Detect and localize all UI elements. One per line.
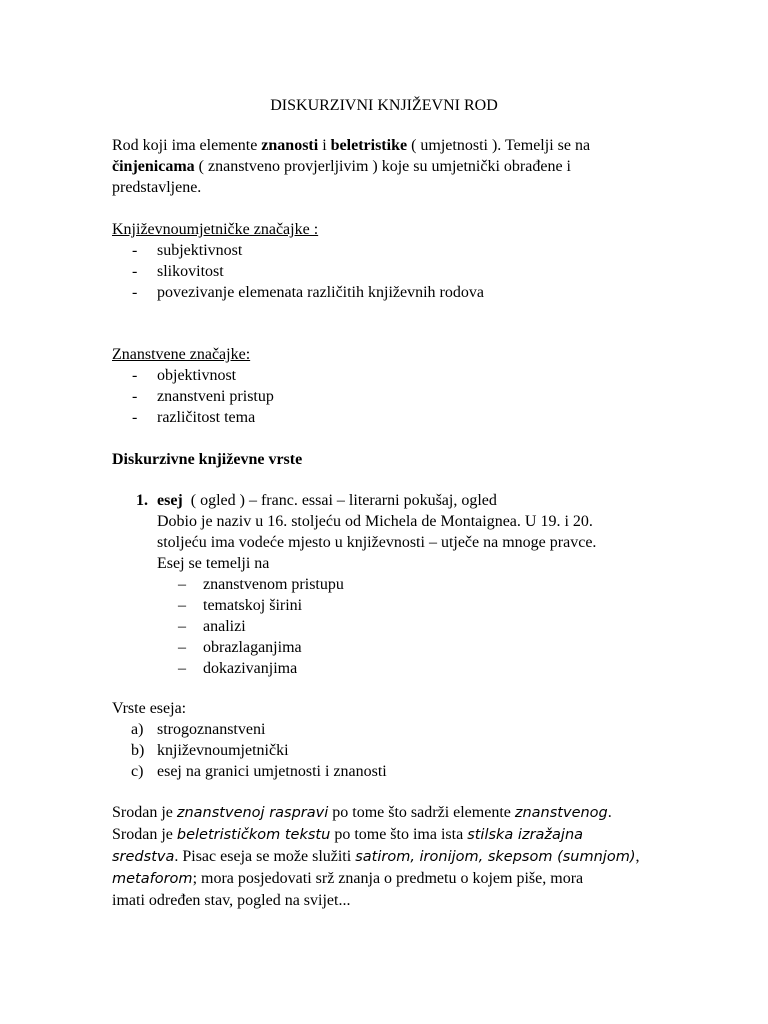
italic-phrase: znanstvenoj raspravi	[176, 805, 329, 821]
item-number: 1.	[136, 492, 148, 509]
essay-term: esej	[157, 492, 183, 509]
kinds-section-heading: Diskurzivne književne vrste	[112, 451, 303, 468]
intro-text: predstavljene.	[112, 179, 202, 196]
literary-features-section	[112, 219, 652, 303]
intro-text: ( znanstveno provjerljivim ) koje su umjetnički obrađene i	[194, 158, 571, 175]
scientific-features-heading: Znanstvene značajke:	[112, 346, 251, 363]
closing-paragraph: Srodan je znanstvenoj raspravi po tome što sadrži elemente znanstvenog. Srodan je beletrističkom tekstu po tome što ima ista stilska izražajna sredstva. Pisac eseja se može služiti satirom, ironijom, skepsom (sumnjom), metaforom; mora posjedovati srž znanja o predmetu o kojem piše, mora imati određen stav, pogled na svijet...	[112, 804, 640, 909]
intro-paragraph	[112, 135, 652, 198]
list-item: - subjektivnost	[132, 242, 243, 259]
italic-phrase: znanstvenog	[514, 805, 608, 821]
list-item: – dokazivanjima	[178, 660, 298, 677]
literary-features-list	[112, 240, 652, 303]
list-item: - objektivnost	[132, 367, 237, 384]
letter-marker: b)	[131, 742, 145, 759]
term-beletristike: beletristike	[330, 137, 408, 154]
dash-bullet: -	[132, 367, 138, 384]
list-item: - slikovitost	[132, 263, 224, 280]
en-dash-bullet: –	[178, 660, 186, 677]
en-dash-bullet: –	[178, 639, 186, 656]
term-znanosti: znanosti	[261, 137, 319, 154]
list-item: - povezivanje elemenata različitih književnih rodova	[132, 284, 484, 301]
en-dash-bullet: –	[178, 597, 186, 614]
essay-types-list	[112, 719, 652, 782]
dash-bullet: -	[132, 242, 138, 259]
list-item: a) strogoznanstveni	[131, 721, 266, 738]
essay-line-4: Esej se temelji na	[157, 555, 270, 572]
essay-entry	[112, 490, 652, 679]
essay-bases-list	[112, 574, 652, 679]
letter-marker: a)	[131, 721, 144, 738]
intro-text: i	[318, 137, 331, 154]
list-item: – obrazlaganjima	[178, 639, 302, 656]
italic-phrase: sredstva	[112, 849, 175, 865]
letter-marker: c)	[131, 763, 144, 780]
dash-bullet: -	[132, 409, 138, 426]
list-item: b) književnoumjetnički	[131, 742, 289, 759]
essay-types-heading: Vrste eseja:	[112, 700, 187, 717]
list-item: – analizi	[178, 618, 246, 635]
dash-bullet: -	[132, 263, 138, 280]
list-item: - znanstveni pristup	[132, 388, 274, 405]
italic-phrase: beletrističkom tekstu	[176, 827, 331, 843]
essay-line-3: stoljeću ima vodeće mjesto u književnosti – utječe na mnoge pravce.	[157, 534, 597, 551]
dash-bullet: -	[132, 388, 138, 405]
list-item: c) esej na granici umjetnosti i znanosti	[131, 763, 387, 780]
essay-types-section	[112, 698, 652, 782]
list-item: – znanstvenom pristupu	[178, 576, 344, 593]
essay-line-1: 1. esej ( ogled ) – franc. essai – literarni pokušaj, ogled	[136, 492, 497, 509]
italic-phrase: stilska izražajna	[467, 827, 584, 843]
en-dash-bullet: –	[178, 576, 186, 593]
term-cinjenicama: činjenicama	[112, 158, 195, 175]
document-title: DISKURZIVNI KNJIŽEVNI ROD	[270, 97, 498, 114]
dash-bullet: -	[132, 284, 138, 301]
intro-text: ( umjetnosti ). Temelji se na	[407, 137, 591, 154]
literary-features-heading: Književnoumjetničke značajke :	[112, 221, 319, 238]
essay-line-2: Dobio je naziv u 16. stoljeću od Michela de Montaignea. U 19. i 20.	[157, 513, 593, 530]
scientific-features-list	[112, 365, 652, 428]
en-dash-bullet: –	[178, 618, 186, 635]
scientific-features-section	[112, 344, 652, 428]
list-item: – tematskoj širini	[178, 597, 303, 614]
list-item: - različitost tema	[132, 409, 256, 426]
intro-text: Rod koji ima elemente	[112, 137, 262, 154]
italic-phrase: metaforom	[112, 871, 193, 887]
italic-phrase: satirom, ironijom, skepsom (sumnjom)	[355, 849, 636, 865]
